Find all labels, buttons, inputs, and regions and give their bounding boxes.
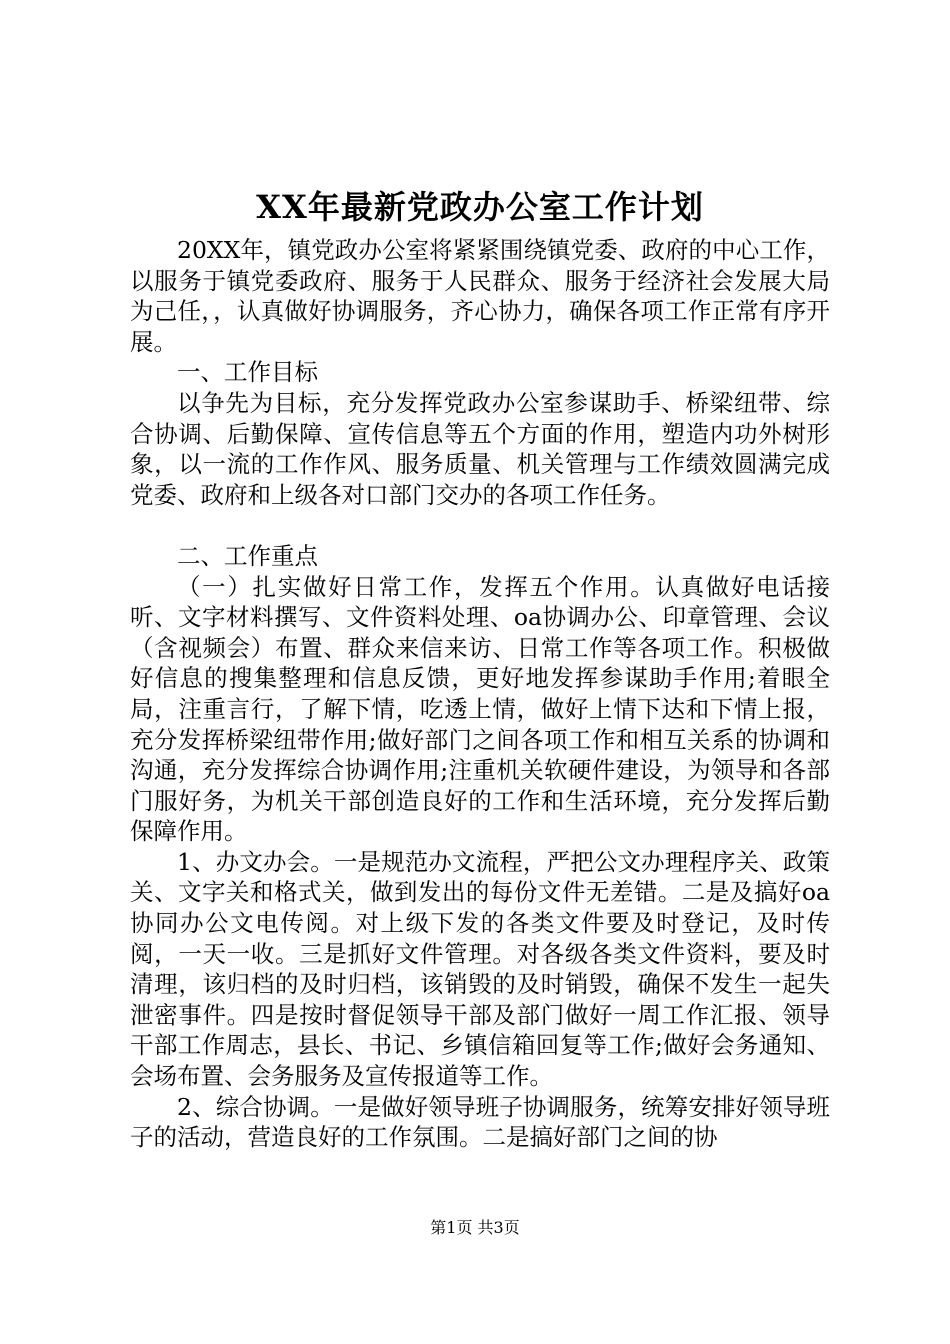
section-heading-focus: 二、工作重点 — [177, 541, 318, 570]
blank-line — [130, 510, 830, 541]
focus-paragraph-documents-meetings: 1、办文办会。一是规范办文流程，严把公文办理程序关、政策关、文字关和格式关，做到发出的每份文件无差错。二是及搞好oa协同办公文电传阅。对上级下发的各类文件要及时登记，及时传阅，一天一收。三是抓好文件管理。对各级各类文件资料，要及时清理，该归档的及时归档，该销毁的及时销毁，确保不发生一起失泄密事件。四是按时督促领导干部及部门做好一周工作汇报、领导干部工作周志，县长、书记、乡镇信箱回复等工作;做好会务通知、会场布置、会务服务及宣传报道等工作。 — [130, 847, 830, 1091]
section-heading-goals: 一、工作目标 — [177, 358, 318, 387]
intro-paragraph: 20XX年，镇党政办公室将紧紧围绕镇党委、政府的中心工作，以服务于镇党委政府、服务于人民群众、服务于经济社会发展大局为己任，，认真做好协调服务，齐心协力，确保各项工作正常有序开展。 — [130, 236, 830, 356]
focus-paragraph-daily-work: （一）扎实做好日常工作，发挥五个作用。认真做好电话接听、文字材料撰写、文件资料处理、oa协调办公、印章管理、会议（含视频会）布置、群众来信来访、日常工作等各项工作。积极做好信息的搜集整理和信息反馈，更好地发挥参谋助手作用;着眼全局，注重言行，了解下情，吃透上情，做好上情下达和下情上报，充分发挥桥梁纽带作用;做好部门之间各项工作和相互关系的协调和沟通，充分发挥综合协调作用;注重机关软硬件建设，为领导和各部门服好务，为机关干部创造良好的工作和生活环境，充分发挥后勤保障作用。 — [130, 572, 830, 846]
focus-paragraph-coordination: 2、综合协调。一是做好领导班子协调服务，统筹安排好领导班子的活动，营造良好的工作氛围。二是搞好部门之间的协 — [130, 1092, 830, 1152]
goals-paragraph: 以争先为目标，充分发挥党政办公室参谋助手、桥梁纽带、综合协调、后勤保障、宣传信息等五个方面的作用，塑造内功外树形象，以一流的工作作风、服务质量、机关管理与工作绩效圆满完成党委、政府和上级各对口部门交办的各项工作任务。 — [130, 388, 830, 509]
page-number-footer: 第1页 共3页 — [430, 1218, 520, 1237]
document-title: XX年最新党政办公室工作计划 — [256, 188, 704, 226]
document-page — [130, 185, 830, 1153]
